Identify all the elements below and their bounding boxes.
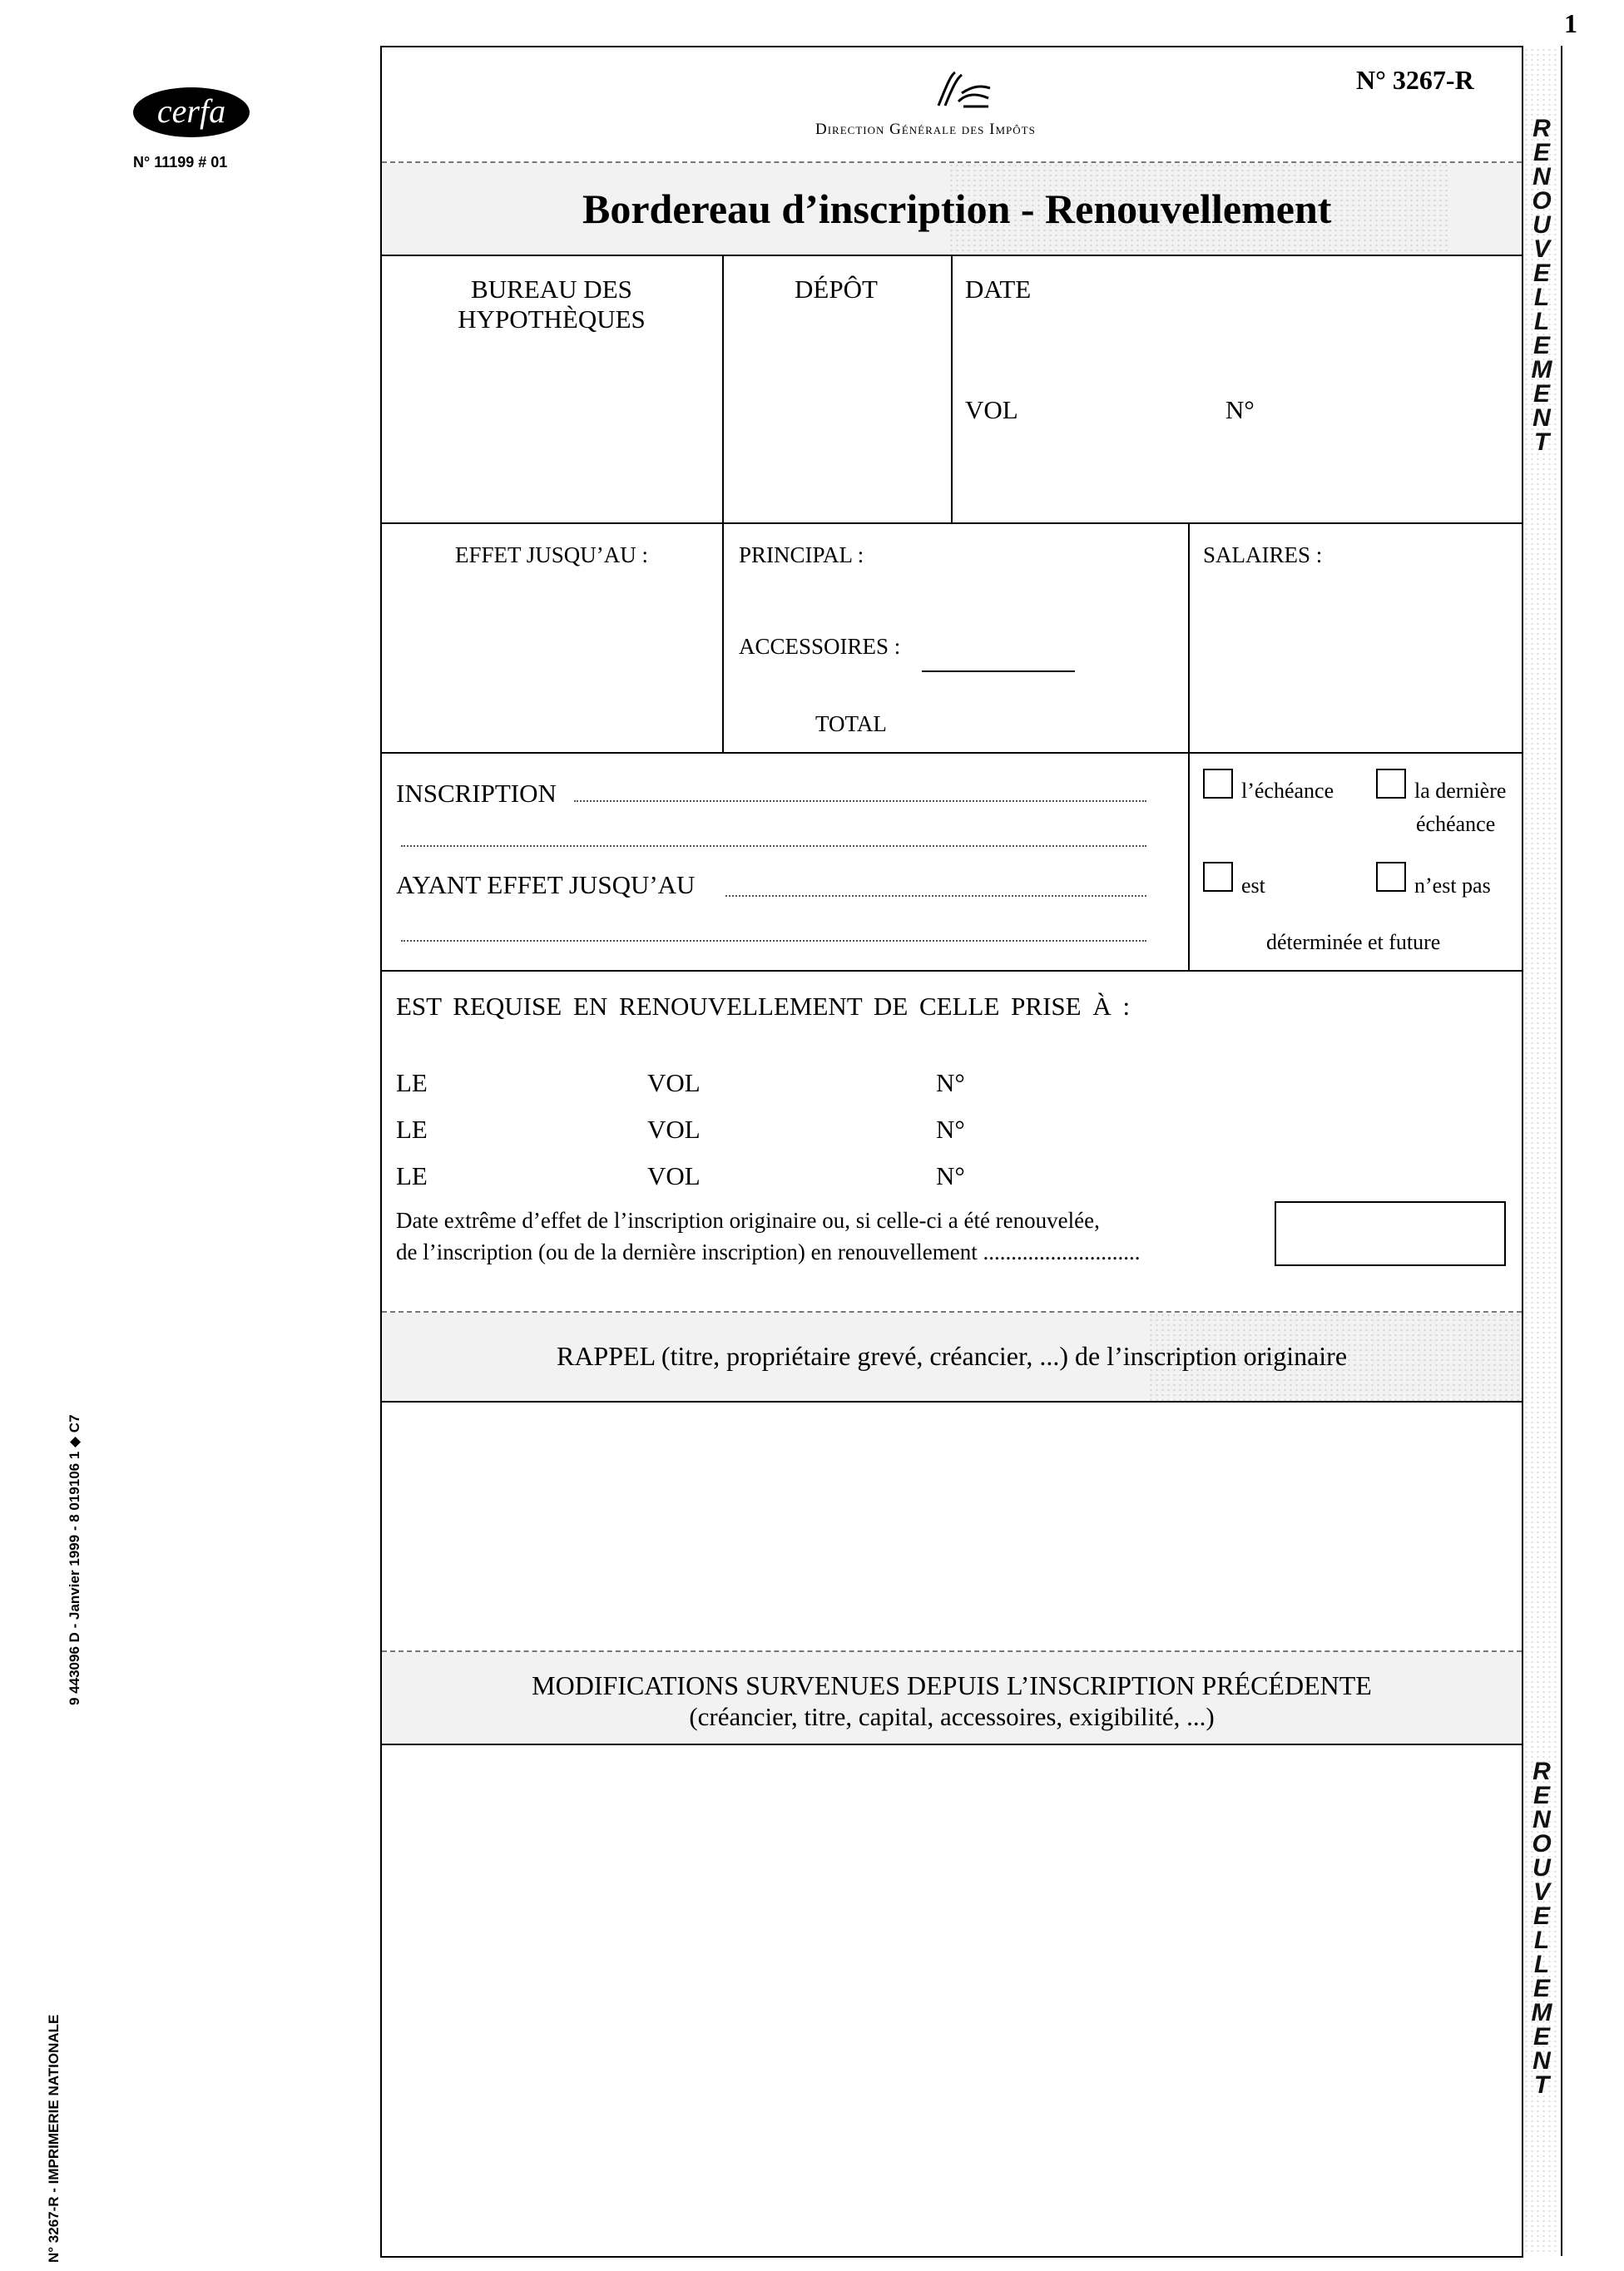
side-text-bottom: R E N O U V E L L E M E N T <box>1531 1758 1552 2099</box>
checkbox-derniere-label-2: échéance <box>1416 812 1496 836</box>
determinee-label: déterminée et future <box>1266 930 1441 954</box>
principal-label: PRINCIPAL : <box>739 542 864 567</box>
cerfa-logo <box>133 87 250 137</box>
modifications-heading: MODIFICATIONS SURVENUES DEPUIS L’INSCRIPTION PRÉCÉDENTE <box>532 1670 1372 1700</box>
row1-le: LE <box>396 1068 428 1097</box>
row2-le: LE <box>396 1115 428 1144</box>
date-extreme-line2: de l’inscription (ou de la dernière inscription) en renouvellement ............................ <box>396 1239 1141 1264</box>
row3-no: N° <box>936 1161 965 1190</box>
row2-no: N° <box>936 1115 965 1144</box>
form-number: N° 3267-R <box>1356 65 1474 95</box>
inscription-field-line2[interactable] <box>401 845 1146 847</box>
marianne-emblem-icon <box>930 68 997 110</box>
accessoires-label: ACCESSOIRES : <box>739 634 901 659</box>
ayant-effet-field[interactable] <box>725 895 1146 897</box>
checkbox-nest-pas-label: n’est pas <box>1414 873 1491 898</box>
row3-le: LE <box>396 1161 428 1190</box>
cerfa-logo-text: cerfa <box>156 92 226 130</box>
printer-note: N° 3267-R - IMPRIMERIE NATIONALE <box>46 2014 62 2263</box>
bureau-label: BUREAU DES HYPOTHÈQUES <box>458 275 646 334</box>
effet-label: EFFET JUSQU’AU : <box>454 542 649 567</box>
checkbox-est[interactable] <box>1203 862 1233 892</box>
page-number: 1 <box>1564 8 1577 38</box>
requise-heading: EST REQUISE EN RENOUVELLEMENT DE CELLE PRISE À : <box>396 992 1131 1021</box>
print-code: 9 443096 D - Janvier 1999 - 8 019106 1 ◆ C7 <box>67 1414 82 1705</box>
checkbox-derniere-label: la dernière <box>1414 779 1507 803</box>
date-extreme-line1: Date extrême d’effet de l’inscription originaire ou, si celle-ci a été renouvelée, <box>396 1208 1100 1233</box>
depot-label: DÉPÔT <box>795 275 878 304</box>
rappel-heading: RAPPEL (titre, propriétaire grevé, créancier, ...) de l’inscription originaire <box>556 1341 1348 1371</box>
modifications-area[interactable] <box>383 1745 1521 2253</box>
side-text-top: R E N O U V E L L E M E N T <box>1531 115 1552 456</box>
authority-name: Direction Générale des Impôts <box>815 121 1036 138</box>
checkbox-echeance[interactable] <box>1203 769 1233 799</box>
checkbox-derniere-echeance[interactable] <box>1376 769 1406 799</box>
date-extreme-field[interactable] <box>1275 1201 1506 1266</box>
row1-no: N° <box>936 1068 965 1097</box>
row3-vol: VOL <box>647 1161 701 1190</box>
checkbox-est-label: est <box>1241 873 1265 898</box>
number-label: N° <box>1225 395 1255 424</box>
total-label: TOTAL <box>815 711 887 736</box>
ayant-effet-label: AYANT EFFET JUSQU’AU <box>396 870 696 899</box>
checkbox-nest-pas[interactable] <box>1376 862 1406 892</box>
rappel-area[interactable] <box>383 1403 1521 1649</box>
date-label: DATE <box>965 275 1032 304</box>
modifications-subheading: (créancier, titre, capital, accessoires, exigibilité, ...) <box>689 1702 1215 1731</box>
cerfa-number: N° 11199 # 01 <box>133 154 228 171</box>
checkbox-echeance-label: l’échéance <box>1241 779 1334 803</box>
page-title: Bordereau d’inscription - Renouvellement <box>582 186 1332 232</box>
inscription-field[interactable] <box>574 800 1146 802</box>
vol-label: VOL <box>965 395 1018 424</box>
ayant-effet-field-line2[interactable] <box>401 940 1146 942</box>
inscription-label: INSCRIPTION <box>396 779 557 808</box>
salaires-label: SALAIRES : <box>1203 542 1323 567</box>
row2-vol: VOL <box>647 1115 701 1144</box>
row1-vol: VOL <box>647 1068 701 1097</box>
